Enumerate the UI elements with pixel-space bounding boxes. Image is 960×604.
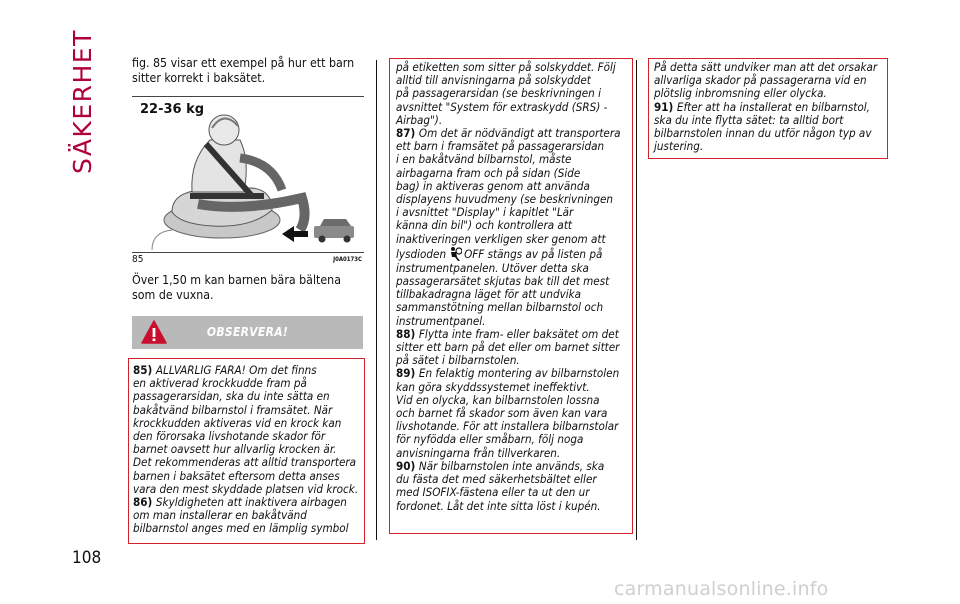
note-text: den förorsaka livshotande skador för [133,429,326,444]
note-line [396,500,632,513]
note-text: fordonet. Låt det inte sitta löst i kupén. [396,498,601,513]
note-text: ALLVARLIG FARA! Om det finns [155,363,317,377]
note-line [654,140,887,153]
warning-box-1 [128,358,365,544]
note-text: På detta sätt undviker man att det orsakar [654,60,878,74]
note-number: 85) [133,363,156,377]
note-number: 87) [396,126,419,141]
note-text: Airbag"). [396,112,443,127]
height-note: Över 1,50 m kan barnen bära bältena som de vuxna. [132,273,341,302]
note-text: du fästa det med säkerhetsbältet eller [396,472,597,487]
figure-top-rule [132,96,364,97]
note-text: på passagerarsidan (se beskrivningen i [396,86,601,101]
note-text: sammanstötning mellan bilbarnstol och [396,300,604,315]
note-text: allvarliga skador på passagerarna vid en [654,73,867,88]
section-title [68,29,106,174]
note-text: När bilbarnstolen inte används, ska [418,458,605,473]
note-number: 91) [654,99,677,114]
note-text: barnen i baksätet eftersom detta anses [133,468,340,483]
note-text: bakåtvänd bilbarnstol i framsätet. När [133,402,333,417]
note-text: i en bakåtvänd bilbarnstol, måste [396,152,572,167]
note-text: passagerarsätet skjutas bak till det mest [396,274,610,289]
note-text: vara den mest skyddade platsen vid krock. [133,481,359,496]
note-text: om man installerar en bakåtvänd [133,508,307,523]
intro-paragraph: fig. 85 visar ett exempel på hur ett barn sitter korrekt i baksätet. [132,56,355,85]
note-text: och barnet få skador som även kan vara [396,406,608,421]
note-line [133,522,364,535]
warning-box-2 [389,58,633,534]
note-text: En felaktig montering av bilbarnstolen [418,366,620,381]
note-text: justering. [654,139,704,154]
note-text: livshotande. För att installera bilbarnstolar [396,419,619,434]
note-text: Skyldigheten att inaktivera airbagen [155,495,347,510]
column-divider [636,60,637,540]
note-text: avsnittet "System för extraskydd (SRS) - [396,99,608,114]
airbag-off-icon [448,246,462,262]
note-text: instrumentpanelen. Utöver detta ska [396,260,589,275]
page-number: 108 [72,548,102,568]
note-number: 90) [396,458,419,473]
note-text: bilbarnstolen innan du utför någon typ av [654,126,872,141]
note-text: Om det är nödvändigt att transportera [418,126,621,141]
note-text: bag) in aktiveras genom att använda [396,178,590,193]
note-text: passagerarsidan, ska du inte sätta en [133,389,330,404]
note-text: känna din bil") och kontrollera att [396,218,572,233]
note-text: alltid till anvisningarna på solskyddet [396,73,591,88]
note-text: anvisningarna från tillverkaren. [396,445,561,460]
note-number: 86) [133,495,156,510]
note-text: kan göra skyddssystemet ineffektivt. [396,379,590,394]
note-line [396,246,632,262]
section-title-text: SÄKERHET [68,29,97,174]
note-number: 89) [396,366,419,381]
note-text: lysdioden [396,246,447,261]
note-text: en aktiverad krockkudde fram på [133,376,307,391]
note-text: airbagarna fram och på sidan (Side [396,165,581,180]
note-text: i avsnittet "Display" i kapitlet "Lär [396,205,574,220]
note-text: på sätet i bilbarnstolen. [396,353,520,368]
note-text: barnet oavsett hur allvarlig krocken är. [133,442,337,457]
note-text: bilbarnstol anges med en lämplig symbol [133,521,349,536]
note-text: med ISOFIX-fästena eller ta ut den ur [396,485,590,500]
note-text: OFF stängs av på listen på [464,246,603,261]
note-text: tillbakadragna läget för att undvika [396,287,582,302]
note-text: Vid en olycka, kan bilbarnstolen lossna [396,392,600,407]
note-text: displayens huvudmeny (se beskrivningen [396,192,614,207]
figure-code: J0A0173C [333,256,362,263]
note-text: inaktiveringen verkligen sker genom att [396,231,606,246]
warning-header [132,316,363,349]
note-line [396,233,632,246]
warning-box-3 [648,58,888,159]
note-text: ska du inte flytta sätet: ta alltid bort [654,112,844,127]
note-text: plötslig inbromsning eller olycka. [654,86,827,101]
note-text: krockkudden aktiveras vid en krock kan [133,415,342,430]
note-text: för nyfödda eller småbarn, följ noga [396,432,584,447]
note-text: Efter att ha installerat en bilbarnstol, [676,99,870,114]
column-divider [376,60,377,540]
figure-bottom-rule [132,252,364,253]
warning-title: OBSERVERA! [206,325,289,339]
figure-85 [132,96,364,265]
vehicle-icon [314,219,354,243]
note-text: Flytta inte fram- eller baksätet om det [418,326,619,341]
watermark: carmanualsonline.info [614,578,829,600]
note-text: sitter ett barn på det eller om barnet sitter [396,340,620,355]
note-text: instrumentpanel. [396,313,486,328]
note-text: Det rekommenderas att alltid transportera [133,455,357,470]
figure-weight-label: 22-36 kg [140,102,205,117]
note-text: på etiketten som sitter på solskyddet. Följ [396,60,616,74]
note-text: ett barn i framsätet på passagerarsidan [396,139,605,154]
child-in-booster-seat-illustration [132,100,364,250]
note-number: 88) [396,326,419,341]
figure-number: 85 [132,254,144,265]
